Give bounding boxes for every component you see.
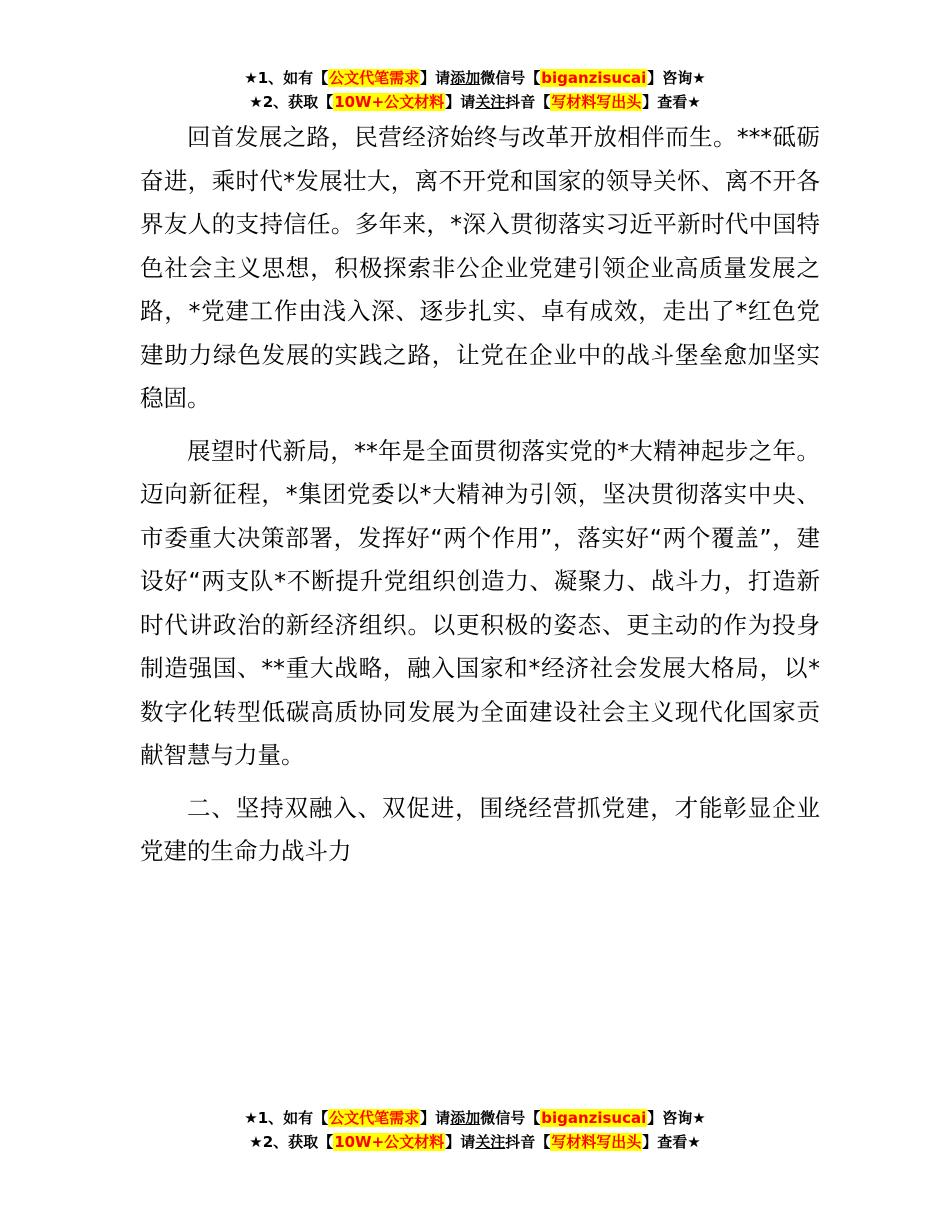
banner-line-2: [0, 90, 950, 114]
banner-text: 】咨询★: [647, 69, 706, 87]
banner-text: ★1、如有【: [244, 69, 329, 87]
banner-text: 】请: [420, 1109, 451, 1127]
highlight-service: 公文代笔需求: [329, 69, 420, 87]
section-heading-paragraph: 二、坚持双融入、双促进，围绕经营抓党建，才能彰显企业党建的生命力战斗力: [140, 793, 820, 865]
underlined-text: 关注: [475, 1133, 506, 1151]
banner-text: 微信号【: [480, 69, 541, 87]
banner-text: 抖音【: [505, 1133, 551, 1151]
footer-banner: [0, 1106, 950, 1154]
banner-line-1: [0, 66, 950, 90]
document-body: [140, 116, 820, 883]
banner-text: 】咨询★: [647, 1109, 706, 1127]
highlight-materials: 10W+公文材料: [334, 1133, 445, 1151]
banner-line-1: [0, 1106, 950, 1130]
banner-text: 】查看★: [642, 93, 701, 111]
highlight-wechat-id: biganzisucai: [541, 1109, 647, 1127]
header-banner: [0, 66, 950, 114]
banner-text: ★2、获取【: [249, 1133, 334, 1151]
paragraph-2: 展望时代新局，**年是全面贯彻落实党的*大精神起步之年。迈向新征程，*集团党委以*大精神为引领，坚决贯彻落实中央、市委重大决策部署，发挥好“两个作用”，落实好“两个覆盖”，建设好“两支队*不断提升党组织创造力、凝聚力、战斗力，打造新时代讲政治的新经济组织。以更积极的姿态、更主动的作为投身制造强国、**重大战略，融入国家和*经济社会发展大格局，以*数字化转型低碳高质协同发展为全面建设社会主义现代化国家贡献智慧与力量。: [140, 436, 820, 769]
highlight-service: 公文代笔需求: [329, 1109, 420, 1127]
underlined-text: 添加: [450, 69, 481, 87]
banner-text: ★2、获取【: [249, 93, 334, 111]
banner-text: 微信号【: [480, 1109, 541, 1127]
banner-text: 】请: [420, 69, 451, 87]
banner-text: 】请: [445, 93, 476, 111]
banner-text: 】查看★: [642, 1133, 701, 1151]
paragraph-1: 回首发展之路，民营经济始终与改革开放相伴而生。***砥砺奋进，乘时代*发展壮大，离不开党和国家的领导关怀、离不开各界友人的支持信任。多年来，*深入贯彻落实习近平新时代中国特色社会主义思想，积极探索非公企业党建引领企业高质量发展之路，*党建工作由浅入深、逐步扎实、卓有成效，走出了*红色党建助力绿色发展的实践之路，让党在企业中的战斗堡垒愈加坚实稳固。: [140, 123, 820, 412]
banner-text: ★1、如有【: [244, 1109, 329, 1127]
banner-text: 】请: [445, 1133, 476, 1151]
banner-line-2: [0, 1130, 950, 1154]
highlight-douyin-id: 写材料写出头: [551, 1133, 642, 1151]
highlight-materials: 10W+公文材料: [334, 93, 445, 111]
underlined-text: 关注: [475, 93, 506, 111]
highlight-wechat-id: biganzisucai: [541, 69, 647, 87]
highlight-douyin-id: 写材料写出头: [551, 93, 642, 111]
underlined-text: 添加: [450, 1109, 481, 1127]
banner-text: 抖音【: [505, 93, 551, 111]
